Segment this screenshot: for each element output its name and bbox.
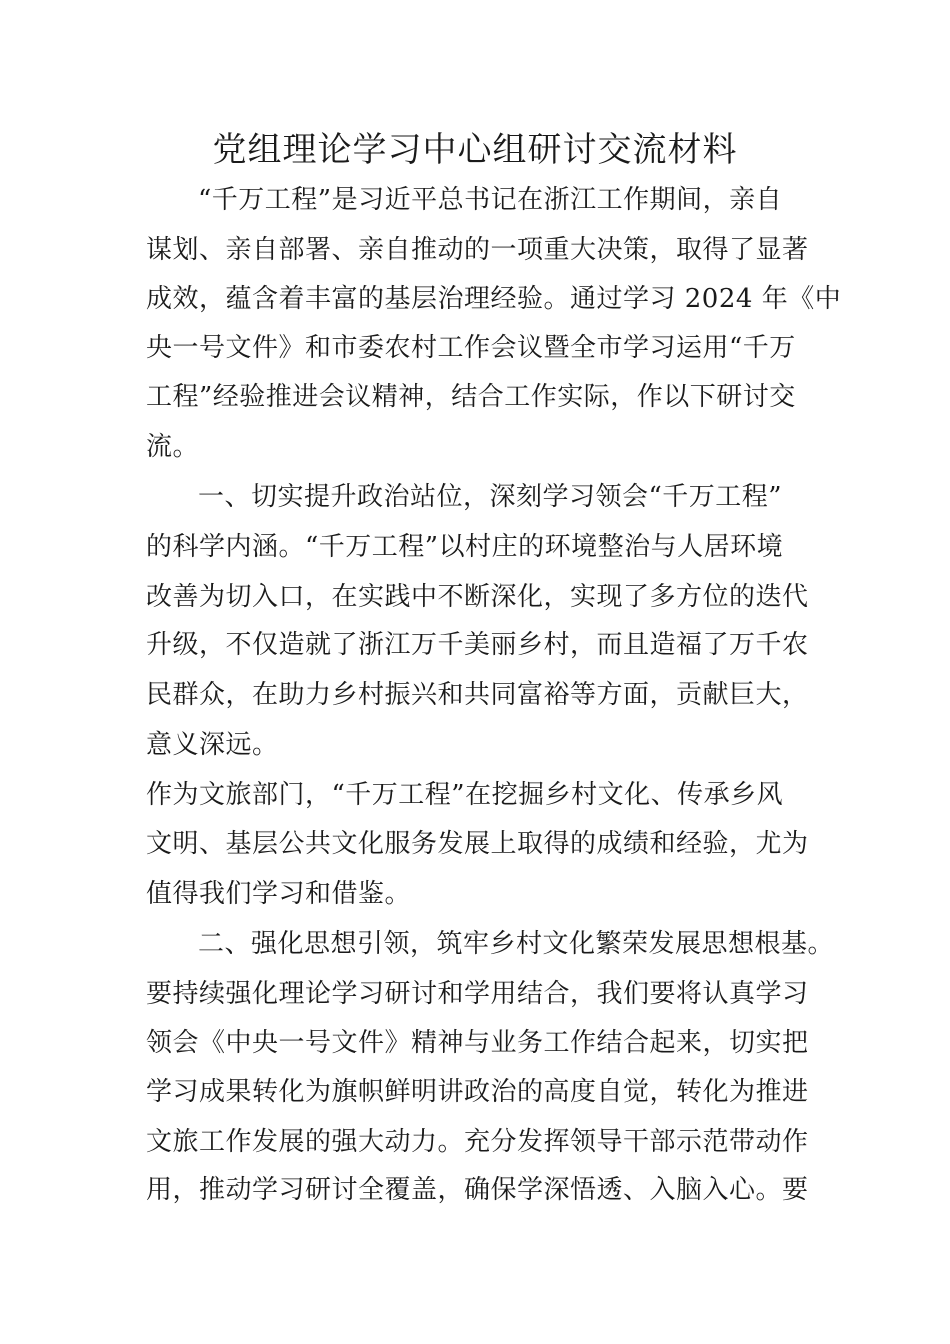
body-line-21: 用，推动学习研讨全覆盖，确保学深悟透、入脑入心。要 [146,1175,809,1205]
body-line-14: 文明、基层公共文化服务发展上取得的成绩和经验，尤为 [146,829,809,859]
body-line-9: 改善为切入口，在实践中不断深化，实现了多方位的迭代 [146,582,809,612]
body-line-3: 成效，蕴含着丰富的基层治理经验。通过学习 2024 年《中 [146,284,842,314]
body-line-17: 要持续强化理论学习研讨和学用结合，我们要将认真学习 [146,979,809,1009]
body-line-20: 文旅工作发展的强大动力。充分发挥领导干部示范带动作 [146,1127,809,1157]
body-line-19: 学习成果转化为旗帜鲜明讲政治的高度自觉，转化为推进 [146,1077,809,1107]
body-line-4: 央一号文件》和市委农村工作会议暨全市学习运用“千万 [146,333,796,363]
document-title: 党组理论学习中心组研讨交流材料 [212,130,738,170]
body-line-10: 升级，不仅造就了浙江万千美丽乡村，而且造福了万千农 [146,630,809,660]
body-line-8: 的科学内涵。“千万工程”以村庄的环境整治与人居环境 [146,532,784,562]
body-line-6: 流。 [146,432,200,462]
body-line-12: 意义深远。 [146,730,279,760]
body-line-7: 一、切实提升政治站位，深刻学习领会“千万工程” [198,482,783,512]
body-line-16: 二、强化思想引领，筑牢乡村文化繁荣发展思想根基。 [198,929,835,959]
body-line-15: 值得我们学习和借鉴。 [146,879,412,909]
body-line-13: 作为文旅部门，“千万工程”在挖掘乡村文化、传承乡风 [146,780,784,810]
body-line-18: 领会《中央一号文件》精神与业务工作结合起来，切实把 [146,1028,809,1058]
body-line-1: “千万工程”是习近平总书记在浙江工作期间，亲自 [198,185,783,215]
body-line-11: 民群众，在助力乡村振兴和共同富裕等方面，贡献巨大， [146,680,809,710]
body-line-5: 工程”经验推进会议精神，结合工作实际，作以下研讨交 [146,382,796,412]
body-line-2: 谋划、亲自部署、亲自推动的一项重大决策，取得了显著 [146,235,809,265]
